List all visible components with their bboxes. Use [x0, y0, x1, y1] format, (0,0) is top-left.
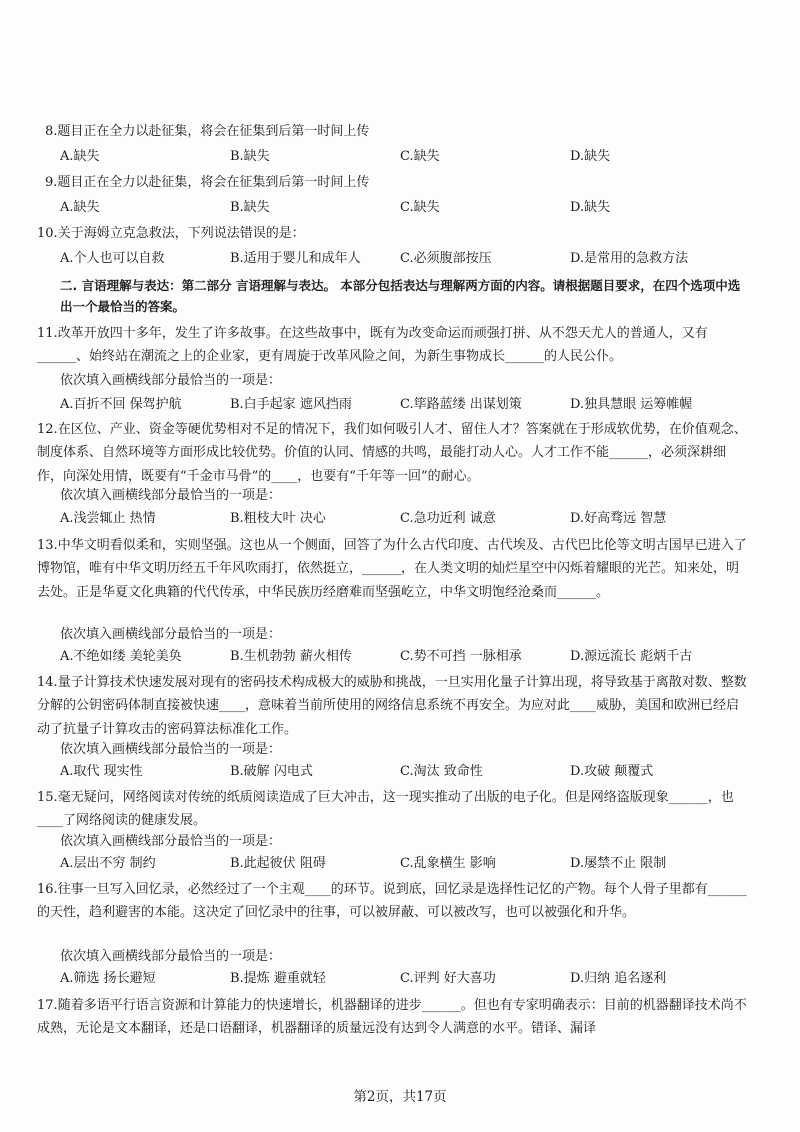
- question-11-options: [60, 394, 750, 416]
- question-16-options: [60, 968, 750, 990]
- option-d[interactable]: D.独具慧眼 运筹帷幄: [570, 397, 693, 412]
- page-number: 第2页，共17页: [353, 1089, 447, 1105]
- option-c[interactable]: C.急功近利 诚意: [400, 511, 496, 526]
- question-14-options: [60, 761, 750, 783]
- question-14-prompt: 依次填入画横线部分最恰当的一项是：: [60, 742, 282, 757]
- option-d[interactable]: D.缺失: [570, 149, 611, 164]
- question-15-prompt: 依次填入画横线部分最恰当的一项是：: [60, 834, 282, 849]
- question-10-stem: 10.关于海姆立克急救法，下列说法错误的是：: [37, 226, 305, 241]
- option-a[interactable]: A.缺失: [60, 149, 100, 164]
- option-c[interactable]: C.势不可挡 一脉相承: [400, 649, 522, 664]
- option-a[interactable]: A.浅尝辄止 热情: [60, 511, 156, 526]
- option-c[interactable]: C.筚路蓝缕 出谋划策: [400, 397, 522, 412]
- option-b[interactable]: B.生机勃勃 薪火相传: [230, 649, 352, 664]
- option-c[interactable]: C.乱象横生 影响: [400, 856, 496, 871]
- option-b[interactable]: B.缺失: [230, 149, 270, 164]
- question-10-options: [60, 248, 750, 270]
- question-9-options: [60, 197, 750, 219]
- option-d[interactable]: D.是常用的急救方法: [570, 251, 689, 266]
- option-c[interactable]: C.评判 好大喜功: [400, 971, 496, 986]
- option-d[interactable]: D.源远流长 彪炳千古: [570, 649, 693, 664]
- option-c[interactable]: C.必须腹部按压: [400, 251, 492, 266]
- option-a[interactable]: A.取代 现实性: [60, 764, 143, 779]
- question-12-options: [60, 508, 750, 530]
- question-8-options: [60, 146, 750, 168]
- question-15-stem: 15.毫无疑问，网络阅读对传统的纸质阅读造成了巨大冲击，这一现实推动了出版的电子化。但是网络盗版现象______，也____了网络阅读的健康发展。: [37, 790, 734, 829]
- option-b[interactable]: B.适用于婴儿和成年人: [230, 251, 361, 266]
- option-a[interactable]: A.个人也可以自救: [60, 251, 165, 266]
- option-b[interactable]: B.白手起家 遮风挡雨: [230, 397, 352, 412]
- option-a[interactable]: A.不绝如缕 美轮美奂: [60, 649, 182, 664]
- option-a[interactable]: A.层出不穷 制约: [60, 856, 156, 871]
- question-12-stem: 12.在区位、产业、资金等硬优势相对不足的情况下，我们如何吸引人才、留住人才？答案就在于形成软优势，在价值观念、制度体系、自然环境等方面形成比较优势。价值的认同、情感的共鸣，最能打动人心。人才工作不能______，必须深耕细作，向深处用情，既要有“千金市马骨”的____，也要有“千年等一回”的耐心。: [37, 422, 747, 484]
- option-c[interactable]: C.淘汰 致命性: [400, 764, 483, 779]
- option-d[interactable]: D.好高骛远 智慧: [570, 511, 667, 526]
- section-heading: 二. 言语理解与表达：第二部分 言语理解与表达。 本部分包括表达与理解两方面的内容。请根据题目要求，在四个选项中选出一个最恰当的答案。: [60, 278, 741, 314]
- question-16-prompt: 依次填入画横线部分最恰当的一项是：: [60, 949, 282, 964]
- option-a[interactable]: A.缺失: [60, 200, 100, 215]
- option-d[interactable]: D.缺失: [570, 200, 611, 215]
- question-11-prompt: 依次填入画横线部分最恰当的一项是：: [60, 373, 282, 388]
- question-14-stem: 14.量子计算技术快速发展对现有的密码技术构成极大的威胁和挑战，一旦实用化量子计算出现，将导致基于离散对数、整数分解的公钥密码体制直接被快速____，意味着当前所使用的网络信息系统不再安全。为应对此____威胁，美国和欧洲已经启动了抗量子计算攻击的密码算法标准化工作。: [37, 675, 747, 737]
- question-12-prompt: 依次填入画横线部分最恰当的一项是：: [60, 488, 282, 503]
- option-a[interactable]: A.百折不回 保驾护航: [60, 397, 182, 412]
- option-b[interactable]: B.缺失: [230, 200, 270, 215]
- option-d[interactable]: D.攻破 颠覆式: [570, 764, 654, 779]
- option-d[interactable]: D.归纳 追名逐利: [570, 971, 667, 986]
- question-13-prompt: 依次填入画横线部分最恰当的一项是：: [60, 627, 282, 642]
- question-15-options: [60, 853, 750, 875]
- question-11-stem: 11.改革开放四十多年，发生了许多故事。在这些故事中，既有为改变命运而顽强打拼、从不怨天尤人的普通人，又有______、始终站在潮流之上的企业家，更有周旋于改革风险之间，为新生事物成长______的人民公仆。: [37, 326, 708, 365]
- option-a[interactable]: A.筛选 扬长避短: [60, 971, 156, 986]
- question-17-stem: 17.随着多语平行语言资源和计算能力的快速增长，机器翻译的进步______。但也有专家明确表示：目前的机器翻译技术尚不成熟，无论是文本翻译，还是口语翻译，机器翻译的质量远没有达到令人满意的水平。错译、漏译: [37, 998, 747, 1037]
- question-13-stem: 13.中华文明看似柔和，实则坚强。这也从一个侧面，回答了为什么古代印度、古代埃及、古代巴比伦等文明古国早已进入了博物馆，唯有中华文明历经五千年风吹雨打，依然挺立，______，在人类文明的灿烂星空中闪烁着耀眼的光芒。知来处，明去处。正是华夏文化典籍的代代传承，中华民族历经磨难而坚强屹立，中华文明饱经沧桑而______。: [37, 538, 747, 600]
- option-b[interactable]: B.破解 闪电式: [230, 764, 313, 779]
- option-b[interactable]: B.提炼 避重就轻: [230, 971, 326, 986]
- question-16-stem: 16.往事一旦写入回忆录，必然经过了一个主观____的环节。说到底，回忆录是选择性记忆的产物。每个人骨子里都有______的天性，趋利避害的本能。这决定了回忆录中的往事，可以被屏蔽、可以被改写，也可以被强化和升华。: [37, 882, 747, 921]
- option-c[interactable]: C.缺失: [400, 200, 440, 215]
- option-c[interactable]: C.缺失: [400, 149, 440, 164]
- option-b[interactable]: B.此起彼伏 阻碍: [230, 856, 326, 871]
- option-d[interactable]: D.屡禁不止 限制: [570, 856, 667, 871]
- question-8-stem: 8.题目正在全力以赴征集，将会在征集到后第一时间上传: [45, 124, 370, 139]
- question-13-options: [60, 646, 750, 668]
- question-9-stem: 9.题目正在全力以赴征集，将会在征集到后第一时间上传: [45, 175, 370, 190]
- option-b[interactable]: B.粗枝大叶 决心: [230, 511, 326, 526]
